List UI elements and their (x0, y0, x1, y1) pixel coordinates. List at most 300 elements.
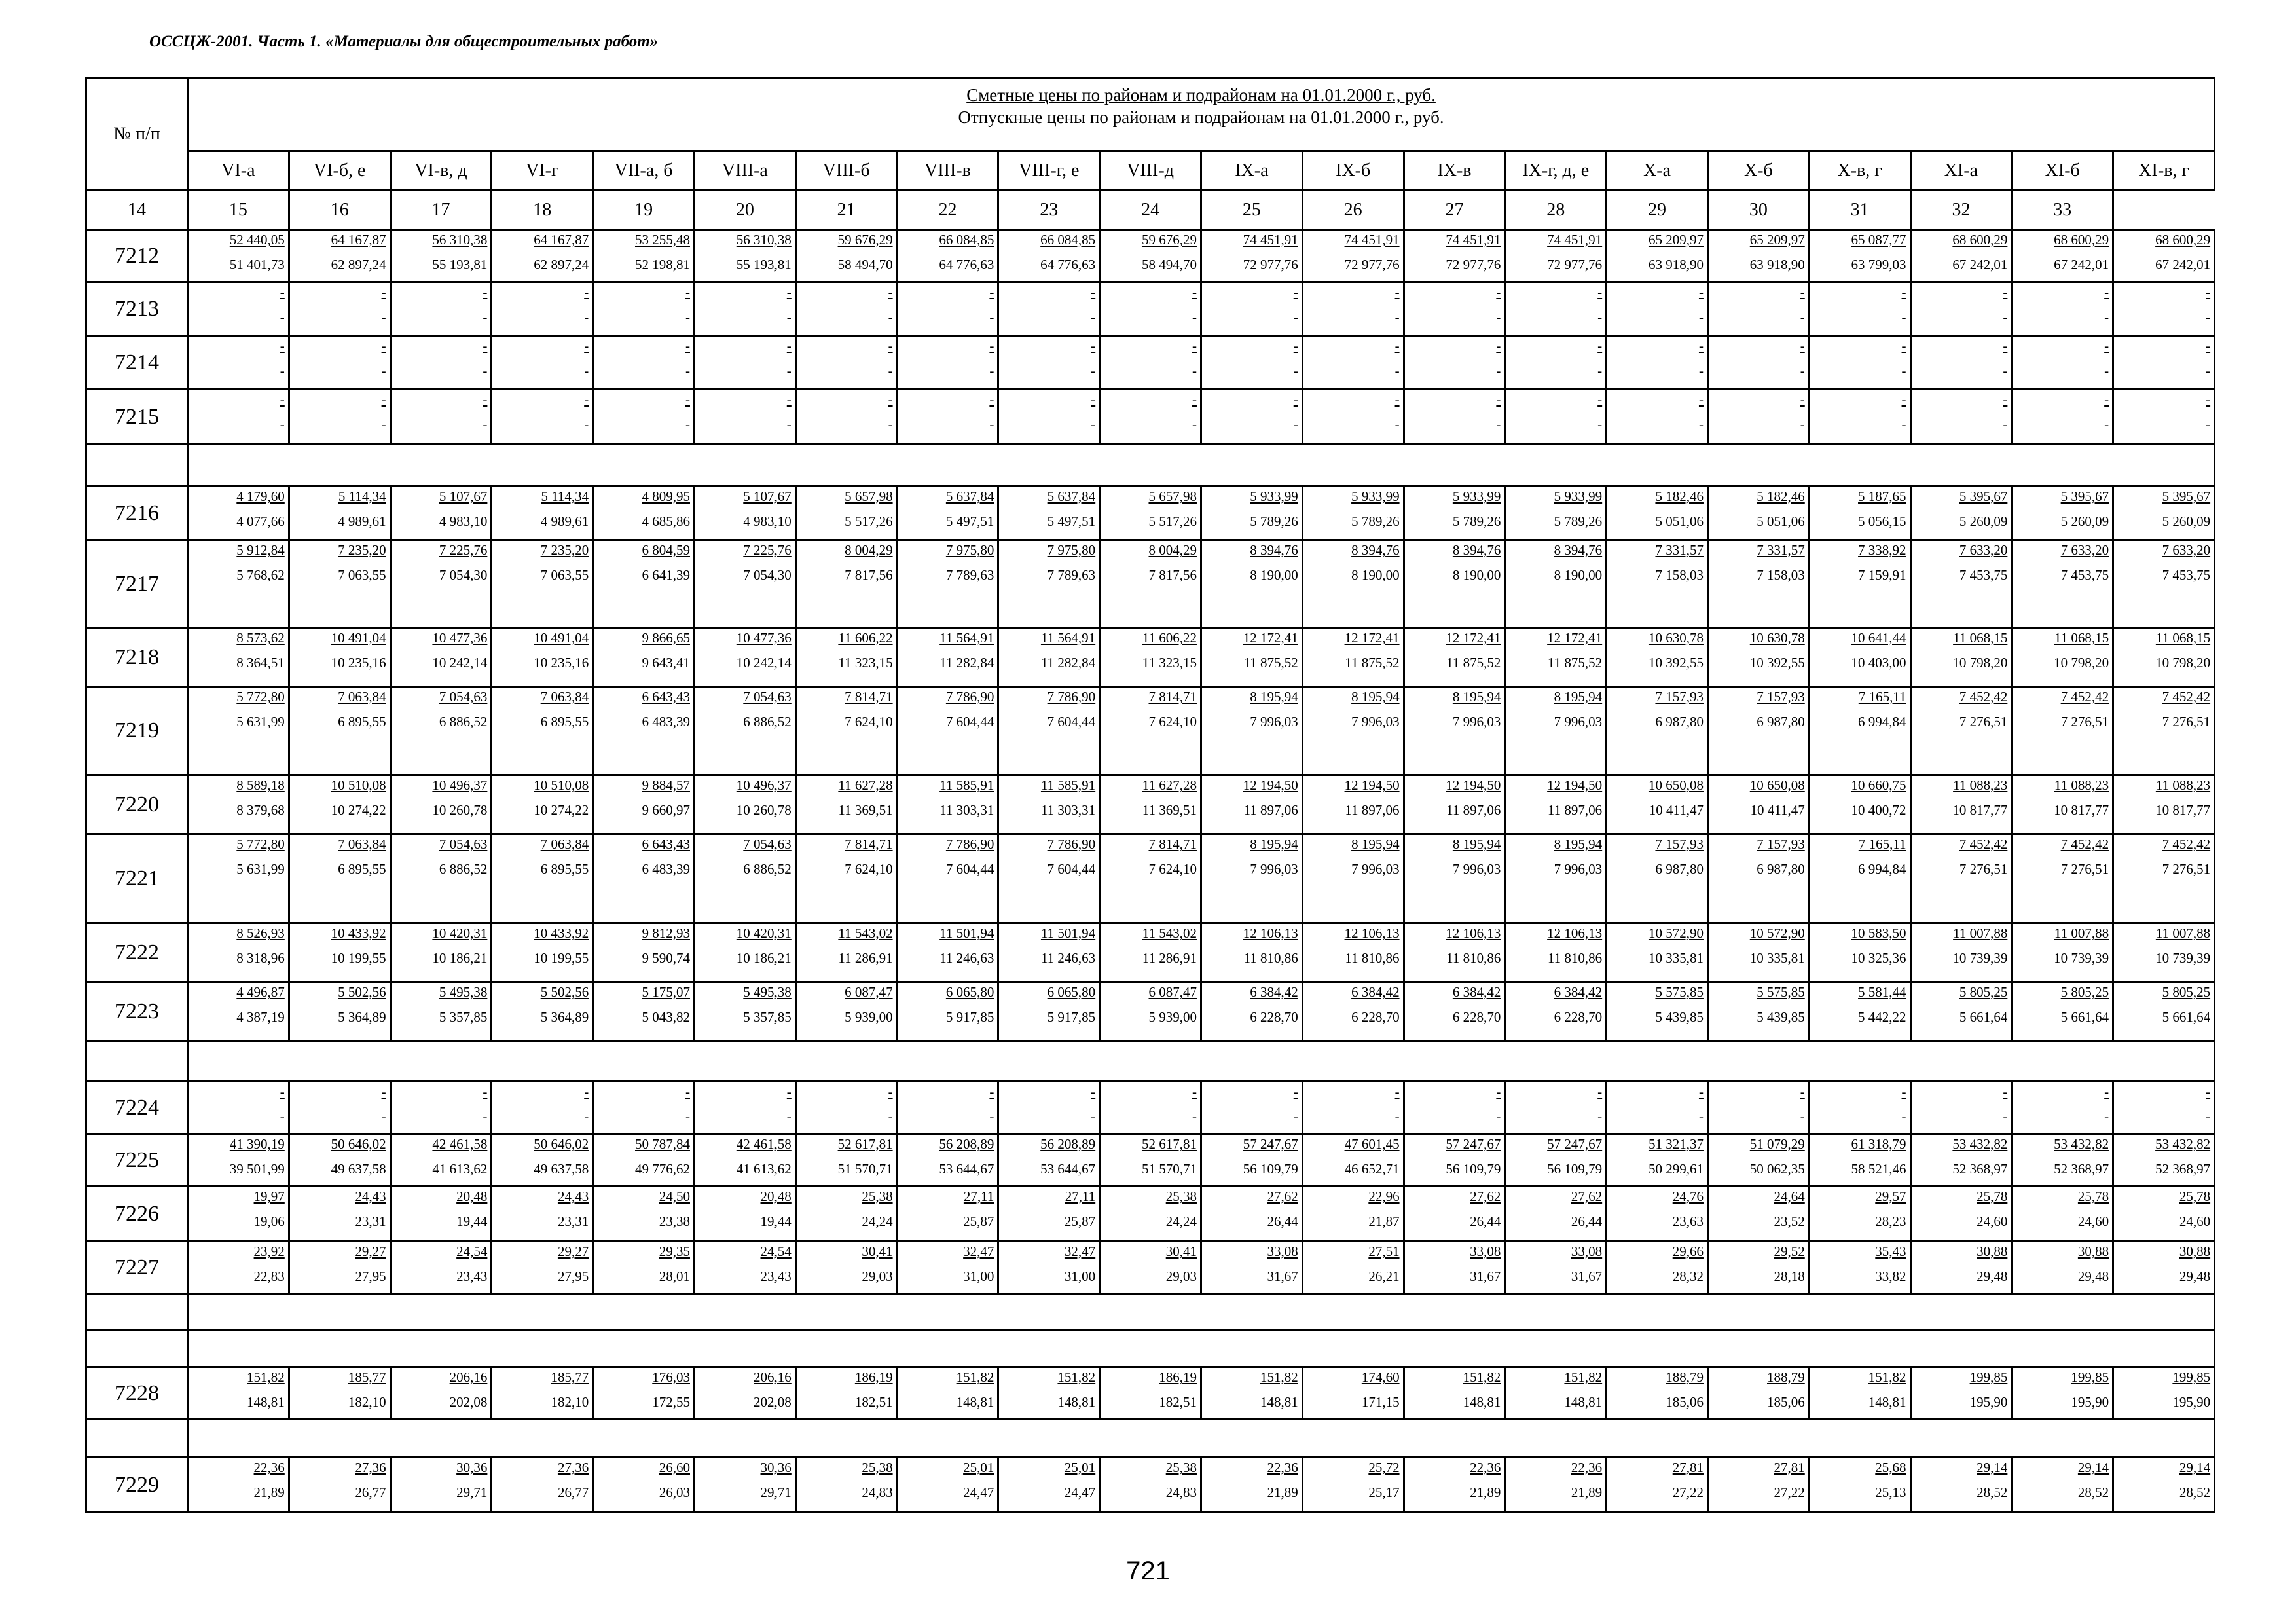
estimated-price: 185,77 (348, 1369, 386, 1385)
estimated-price: 10 496,37 (736, 777, 792, 793)
price-cell (1201, 923, 1302, 982)
price-cell (795, 487, 897, 540)
estimated-price: 52 440,05 (229, 232, 285, 248)
price-cell (1809, 1458, 1910, 1513)
price-cell (492, 1242, 593, 1294)
estimated-price: 5 933,99 (1351, 489, 1400, 504)
price-cell (390, 1187, 492, 1242)
release-price: 5 789,26 (1351, 513, 1400, 529)
price-cell (1607, 390, 1708, 445)
estimated-price: - (1293, 392, 1298, 407)
estimated-price: 9 866,65 (642, 630, 690, 646)
release-price: 7 054,30 (439, 567, 488, 583)
release-price: 6 483,39 (642, 861, 690, 877)
release-price: 28,52 (2077, 1485, 2109, 1500)
release-price: 24,60 (1977, 1213, 2008, 1229)
estimated-price: 5 395,67 (2162, 489, 2211, 504)
price-cell (1707, 923, 1809, 982)
release-price: - (1800, 416, 1805, 432)
estimated-price: 7 235,20 (338, 542, 386, 558)
estimated-price: - (1293, 284, 1298, 300)
release-price: 148,81 (1057, 1394, 1096, 1410)
estimated-price: - (1496, 1084, 1501, 1099)
estimated-price: 24,54 (760, 1244, 792, 1259)
price-cell (1302, 282, 1404, 336)
price-cell (1201, 1367, 1302, 1420)
release-price: 7 789,63 (1047, 567, 1096, 583)
release-price: 10 739,39 (1952, 950, 2008, 966)
price-cell (492, 487, 593, 540)
release-price: - (786, 309, 792, 325)
price-cell (694, 1458, 795, 1513)
release-price: 6 483,39 (642, 714, 690, 729)
column-number-cell: 22 (897, 191, 998, 230)
price-cell (2113, 230, 2215, 282)
price-cell (390, 390, 492, 445)
price-cell (897, 336, 998, 390)
release-price: 64 776,63 (939, 257, 994, 272)
release-price: 6 987,80 (1655, 714, 1704, 729)
release-price: 52 368,97 (1952, 1161, 2008, 1177)
estimated-price: 7 054,63 (743, 836, 792, 852)
price-cell (694, 628, 795, 687)
price-cell (1809, 336, 1910, 390)
price-cell (694, 282, 795, 336)
release-price: 31,00 (1064, 1268, 1096, 1284)
price-cell (390, 923, 492, 982)
estimated-price: 65 087,77 (1851, 232, 1906, 248)
price-cell (1910, 1367, 2012, 1420)
estimated-price: 7 157,93 (1757, 689, 1805, 705)
release-price: 6 886,52 (439, 861, 488, 877)
estimated-price: 30,88 (2179, 1244, 2211, 1259)
estimated-price: - (381, 1084, 386, 1099)
release-price: - (1597, 309, 1603, 325)
price-cell (289, 1458, 390, 1513)
price-cell (1100, 487, 1201, 540)
price-cell (1607, 1134, 1708, 1187)
release-price: 29,03 (1165, 1268, 1197, 1284)
release-price: - (2003, 363, 2008, 378)
price-cell (593, 230, 695, 282)
price-cell (390, 282, 492, 336)
price-cell (2012, 1134, 2113, 1187)
release-price: 29,71 (456, 1485, 488, 1500)
estimated-price: - (1091, 1084, 1096, 1099)
estimated-price: 29,27 (355, 1244, 386, 1259)
estimated-price: 6 643,43 (642, 836, 690, 852)
release-price: 5 661,64 (1959, 1009, 2008, 1025)
estimated-price: 7 452,42 (2060, 836, 2109, 852)
release-price: 6 886,52 (743, 714, 792, 729)
estimated-price: 24,43 (355, 1189, 386, 1204)
price-cell (593, 775, 695, 834)
release-price: - (381, 309, 386, 325)
release-price: 56 109,79 (1243, 1161, 1298, 1177)
region-header-cell: VIII-в (897, 151, 998, 191)
estimated-price: 10 433,92 (534, 925, 589, 941)
price-cell (593, 1367, 695, 1420)
estimated-price: - (1091, 392, 1096, 407)
release-price: 6 886,52 (439, 714, 488, 729)
price-cell (492, 1082, 593, 1134)
spacer-cell (86, 1294, 188, 1331)
estimated-price: 11 088,23 (2054, 777, 2109, 793)
release-price: 7 624,10 (845, 861, 893, 877)
release-price: 5 768,62 (236, 567, 285, 583)
estimated-price: 25,38 (862, 1460, 893, 1475)
price-cell (1100, 923, 1201, 982)
price-cell (289, 1242, 390, 1294)
estimated-price: - (584, 338, 589, 354)
release-price: - (2104, 1109, 2109, 1124)
release-price: 24,47 (1064, 1485, 1096, 1500)
spacer-row (86, 1420, 2215, 1458)
estimated-price: 7 157,93 (1757, 836, 1805, 852)
release-price: 51 570,71 (837, 1161, 893, 1177)
estimated-price: 35,43 (1875, 1244, 1906, 1259)
release-price: 23,52 (1774, 1213, 1805, 1229)
price-cell (593, 834, 695, 923)
price-cell (2012, 1187, 2113, 1242)
estimated-price: 50 646,02 (534, 1136, 589, 1152)
estimated-price: 7 331,57 (1757, 542, 1805, 558)
release-price: 33,82 (1875, 1268, 1906, 1284)
release-price: 19,44 (760, 1213, 792, 1229)
price-cell (1404, 390, 1505, 445)
release-price: 55 193,81 (432, 257, 488, 272)
estimated-price: 151,82 (247, 1369, 285, 1385)
price-cell (1201, 628, 1302, 687)
price-cell (1505, 923, 1607, 982)
price-cell (1809, 540, 1910, 628)
price-cell (593, 1458, 695, 1513)
release-price: 26,44 (1571, 1213, 1603, 1229)
price-cell (795, 540, 897, 628)
release-price: 58 494,70 (1141, 257, 1197, 272)
estimated-price: 8 195,94 (1250, 836, 1298, 852)
release-price: 19,44 (456, 1213, 488, 1229)
price-cell (795, 1187, 897, 1242)
price-cell (795, 282, 897, 336)
estimated-price: 11 606,22 (1142, 630, 1197, 646)
estimated-price: 5 114,34 (338, 489, 386, 504)
price-cell (1100, 1367, 1201, 1420)
price-cell (1809, 282, 1910, 336)
price-cell (1100, 336, 1201, 390)
region-header-cell: VI-а (188, 151, 289, 191)
price-table (85, 77, 2215, 1513)
release-price: 25,87 (963, 1213, 994, 1229)
estimated-price: 57 247,67 (1243, 1136, 1298, 1152)
page-number: 721 (1126, 1557, 1170, 1585)
price-cell (1607, 834, 1708, 923)
estimated-price: 6 384,42 (1452, 984, 1501, 1000)
estimated-price: 29,14 (1977, 1460, 2008, 1475)
estimated-price: - (1192, 1084, 1197, 1099)
release-price: 8 190,00 (1554, 567, 1603, 583)
release-price: 63 918,90 (1749, 257, 1805, 272)
estimated-price: 8 526,93 (236, 925, 285, 941)
estimated-price: 68 600,29 (2155, 232, 2211, 248)
estimated-price: 29,27 (557, 1244, 589, 1259)
estimated-price: - (1698, 1084, 1704, 1099)
release-price: 5 789,26 (1554, 513, 1603, 529)
estimated-price: - (1698, 284, 1704, 300)
release-price: 24,83 (1165, 1485, 1197, 1500)
price-cell (492, 336, 593, 390)
price-cell (1302, 336, 1404, 390)
row-number-cell: 7214 (86, 336, 188, 390)
estimated-price: 5 495,38 (743, 984, 792, 1000)
price-cell (897, 1134, 998, 1187)
price-cell (492, 923, 593, 982)
price-cell (1809, 1187, 1910, 1242)
estimated-price: 11 068,15 (1953, 630, 2008, 646)
release-price: - (786, 416, 792, 432)
column-number-cell: 19 (593, 191, 695, 230)
release-price: - (888, 309, 893, 325)
estimated-price: 24,76 (1672, 1189, 1704, 1204)
release-price: 5 917,85 (1047, 1009, 1096, 1025)
release-price: 11 875,52 (1345, 655, 1400, 671)
release-price: 5 357,85 (743, 1009, 792, 1025)
estimated-price: 53 255,48 (634, 232, 690, 248)
release-price: 28,01 (659, 1268, 690, 1284)
row-number-cell: 7226 (86, 1187, 188, 1242)
release-price: 10 817,77 (2054, 802, 2109, 818)
estimated-price: - (1800, 392, 1805, 407)
price-cell (1201, 1242, 1302, 1294)
estimated-price: 7 452,42 (1959, 689, 2008, 705)
release-price: 7 624,10 (1148, 714, 1197, 729)
price-cell (2012, 687, 2113, 775)
estimated-price: 11 564,91 (939, 630, 994, 646)
release-price: 11 810,86 (1345, 950, 1400, 966)
release-price: - (381, 416, 386, 432)
release-price: 10 817,77 (2155, 802, 2211, 818)
release-price: 7 276,51 (2162, 714, 2211, 729)
estimated-price: 23,92 (253, 1244, 285, 1259)
release-price: - (1597, 416, 1603, 432)
release-price: 26,44 (1470, 1213, 1501, 1229)
release-price: 11 303,31 (939, 802, 994, 818)
price-cell (1404, 487, 1505, 540)
release-price: 10 739,39 (2054, 950, 2109, 966)
release-price: 10 335,81 (1648, 950, 1704, 966)
estimated-price: 22,36 (1571, 1460, 1603, 1475)
column-number-cell: 21 (795, 191, 897, 230)
estimated-price: 25,38 (1165, 1460, 1197, 1475)
price-cell (795, 982, 897, 1041)
release-price: 10 400,72 (1851, 802, 1906, 818)
price-cell (1201, 487, 1302, 540)
price-cell (1505, 487, 1607, 540)
price-cell (593, 1187, 695, 1242)
price-cell (1809, 390, 1910, 445)
price-cell (593, 982, 695, 1041)
price-cell (897, 390, 998, 445)
estimated-price: 4 179,60 (236, 489, 285, 504)
estimated-price: 176,03 (652, 1369, 690, 1385)
price-cell (897, 487, 998, 540)
price-cell (795, 834, 897, 923)
region-header-cell: XI-а (1910, 151, 2012, 191)
price-cell (289, 336, 390, 390)
estimated-price: 188,79 (1666, 1369, 1704, 1385)
release-price: 10 739,39 (2155, 950, 2211, 966)
spacer-cell (188, 1041, 2215, 1082)
estimated-price: 11 068,15 (2054, 630, 2109, 646)
estimated-price: 56 310,38 (736, 232, 792, 248)
price-cell (998, 1134, 1100, 1187)
release-price: - (584, 416, 589, 432)
price-cell (1809, 775, 1910, 834)
estimated-price: 11 088,23 (2155, 777, 2211, 793)
estimated-price: 20,48 (456, 1189, 488, 1204)
price-cell (2113, 1187, 2215, 1242)
release-price: 7 996,03 (1452, 861, 1501, 877)
price-cell (897, 775, 998, 834)
estimated-price: 8 004,29 (1148, 542, 1197, 558)
release-price: 26,03 (659, 1485, 690, 1500)
estimated-price: 65 209,97 (1749, 232, 1805, 248)
spacer-cell (188, 1294, 2215, 1331)
release-price: 31,00 (963, 1268, 994, 1284)
estimated-price: 11 585,91 (939, 777, 994, 793)
price-cell (1100, 628, 1201, 687)
price-cell (1201, 1134, 1302, 1187)
price-cell (390, 1242, 492, 1294)
price-cell (2113, 628, 2215, 687)
price-cell (1302, 1242, 1404, 1294)
table-row (86, 1082, 2215, 1134)
release-price: - (1800, 309, 1805, 325)
release-price: 10 242,14 (432, 655, 488, 671)
price-cell (390, 540, 492, 628)
estimated-price: 53 432,82 (2155, 1136, 2211, 1152)
release-price: - (1698, 309, 1704, 325)
price-cell (1201, 390, 1302, 445)
region-header-cell: XI-в, г (2113, 151, 2215, 191)
estimated-price: 59 676,29 (1141, 232, 1197, 248)
price-cell (1302, 834, 1404, 923)
estimated-price: 51 321,37 (1648, 1136, 1704, 1152)
estimated-price: 50 787,84 (634, 1136, 690, 1152)
release-price: 29,48 (2179, 1268, 2211, 1284)
estimated-price: 151,82 (1868, 1369, 1906, 1385)
estimated-price: - (685, 1084, 690, 1099)
release-price: 202,08 (449, 1394, 488, 1410)
price-cell (1404, 628, 1505, 687)
estimated-price: - (1496, 392, 1501, 407)
release-price: 5 497,51 (1047, 513, 1096, 529)
column-number-cell: 23 (998, 191, 1100, 230)
npp-header: № п/п (86, 78, 188, 191)
price-cell (1910, 1134, 2012, 1187)
estimated-price: 5 175,07 (642, 984, 690, 1000)
column-number-cell: 31 (1809, 191, 1910, 230)
price-cell (897, 282, 998, 336)
price-cell (1505, 1187, 1607, 1242)
price-cell (897, 230, 998, 282)
estimated-price: 5 772,80 (236, 689, 285, 705)
estimated-price: 27,62 (1470, 1189, 1501, 1204)
spacer-cell (188, 445, 2215, 487)
row-number-cell: 7217 (86, 540, 188, 628)
estimated-price: 52 617,81 (1141, 1136, 1197, 1152)
release-price: 11 369,51 (838, 802, 893, 818)
release-price: 29,48 (2077, 1268, 2109, 1284)
estimated-price: 12 106,13 (1547, 925, 1603, 941)
price-cell (897, 540, 998, 628)
release-price: 10 392,55 (1648, 655, 1704, 671)
column-number-cell: 29 (1607, 191, 1708, 230)
release-price: 11 246,63 (939, 950, 994, 966)
spacer-row (86, 1041, 2215, 1082)
release-price: - (483, 363, 488, 378)
release-price: - (2206, 363, 2211, 378)
price-cell (1910, 540, 2012, 628)
release-price: - (2003, 416, 2008, 432)
price-cell (2113, 834, 2215, 923)
release-price: 11 897,06 (1345, 802, 1400, 818)
price-cell (1505, 834, 1607, 923)
estimated-price: - (1192, 284, 1197, 300)
estimated-price: 25,38 (862, 1189, 893, 1204)
price-cell (1607, 628, 1708, 687)
row-number-cell: 7216 (86, 487, 188, 540)
price-cell (2113, 982, 2215, 1041)
price-cell (1809, 1242, 1910, 1294)
price-cell (492, 230, 593, 282)
price-cell (2012, 1242, 2113, 1294)
price-cell (694, 1187, 795, 1242)
release-price: 148,81 (247, 1394, 285, 1410)
estimated-price: 7 975,80 (945, 542, 994, 558)
estimated-price: 22,36 (253, 1460, 285, 1475)
estimated-price: 206,16 (754, 1369, 792, 1385)
price-cell (1707, 390, 1809, 445)
estimated-price: - (2003, 392, 2008, 407)
estimated-price: 11 606,22 (838, 630, 893, 646)
release-price: 5 789,26 (1452, 513, 1501, 529)
price-cell (897, 923, 998, 982)
estimated-price: - (989, 338, 994, 354)
price-cell (593, 923, 695, 982)
price-cell (1809, 923, 1910, 982)
release-price: 21,89 (253, 1485, 285, 1500)
price-cell (897, 1242, 998, 1294)
table-row (86, 775, 2215, 834)
price-cell (1404, 1242, 1505, 1294)
release-price: - (2104, 416, 2109, 432)
estimated-price: - (1394, 284, 1400, 300)
price-cell (1607, 1367, 1708, 1420)
table-title-line2: Отпускные цены по районам и подрайонам на 01.01.2000 г., руб. (958, 107, 1444, 127)
release-price: 6 886,52 (743, 861, 792, 877)
price-cell (2012, 336, 2113, 390)
release-price: - (2003, 1109, 2008, 1124)
release-price: 7 996,03 (1250, 714, 1298, 729)
release-price: 7 996,03 (1250, 861, 1298, 877)
price-cell (1809, 1082, 1910, 1134)
estimated-price: 12 172,41 (1446, 630, 1501, 646)
release-price: - (483, 416, 488, 432)
release-price: 26,21 (1368, 1268, 1400, 1284)
release-price: 23,63 (1672, 1213, 1704, 1229)
price-cell (1302, 775, 1404, 834)
